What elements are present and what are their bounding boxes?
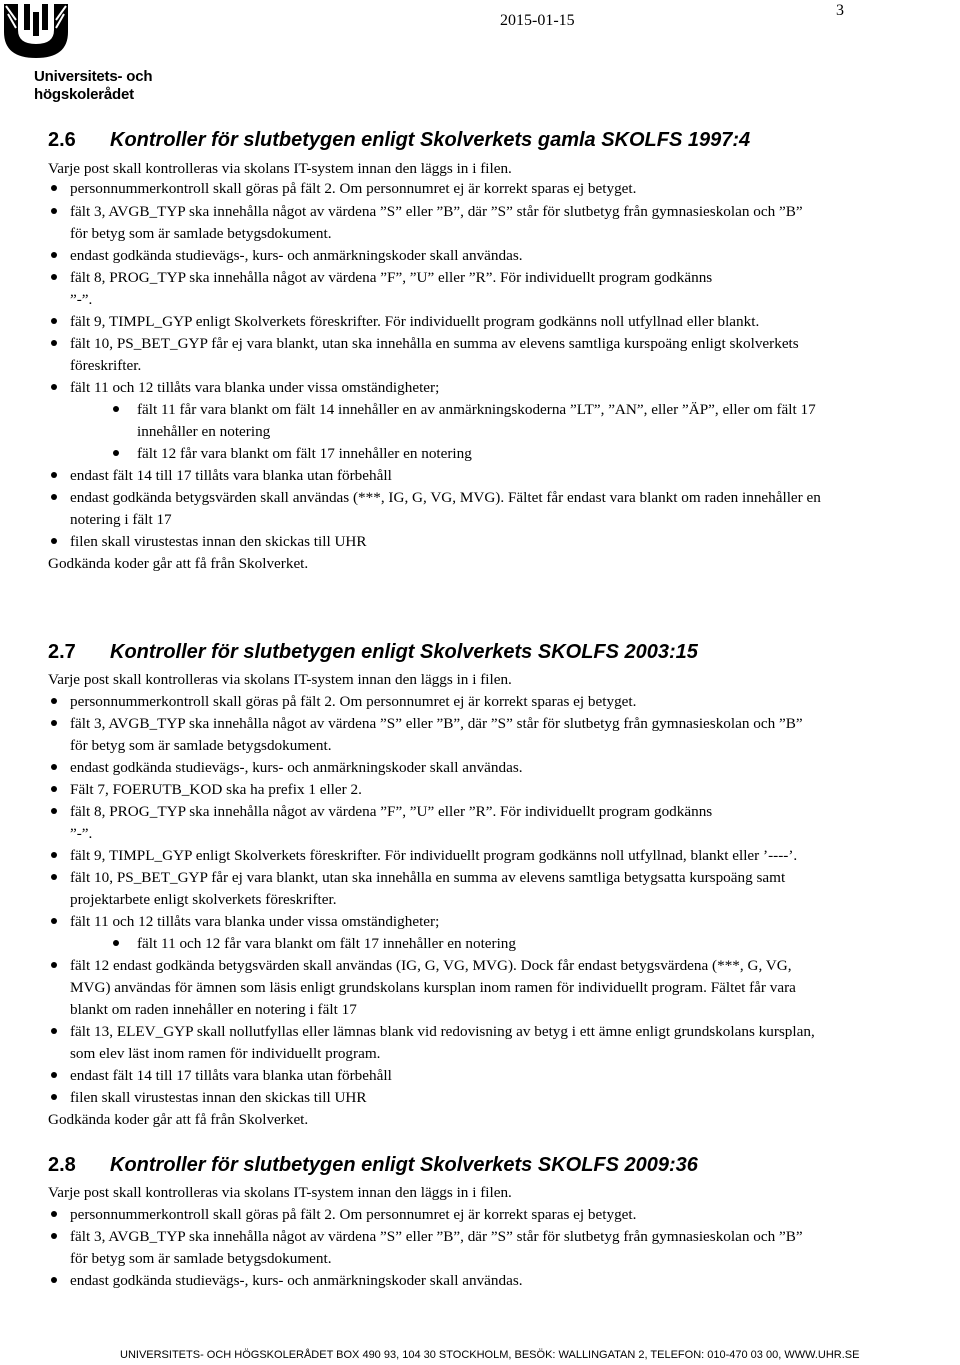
list-item-cont: blankt om raden innehåller en notering i fält 17 [70,1001,357,1018]
list-item-cont: föreskrifter. [70,357,142,374]
list-item: personnummerkontroll skall göras på fält 2. Om personnumret ej är korrekt sparas ej betyget. [70,180,637,197]
bullet-icon [51,1277,57,1283]
bullet-icon [51,962,57,968]
sub-list-item: fält 12 får vara blankt om fält 17 innehåller en notering [137,445,472,462]
bullet-icon [51,494,57,500]
bullet-icon [51,384,57,390]
bullet-icon [51,274,57,280]
list-item: endast fält 14 till 17 tillåts vara blanka utan förbehåll [70,467,392,484]
list-item: Fält 7, FOERUTB_KOD ska ha prefix 1 eller 2. [70,781,362,798]
bullet-icon [51,852,57,858]
list-item: fält 8, PROG_TYP ska innehålla något av värdena ”F”, ”U” eller ”R”. För individuellt program godkänns [70,803,713,820]
list-item: filen skall virustestas innan den skickas till UHR [70,533,367,550]
section-title: Kontroller för slutbetygen enligt Skolverkets gamla SKOLFS 1997:4 [110,129,751,151]
list-item-cont: MVG) användas för ämnen som läsis enligt grundskolans kursplan inom ramen för individuellt program. Fältet får vara [70,979,796,996]
list-item-cont: som elev läst inom ramen för individuellt program. [70,1045,381,1062]
bullet-icon [51,1028,57,1034]
bullet-icon [113,450,119,456]
list-item-cont: ”-”. [70,825,93,842]
bullet-icon [113,406,119,412]
bullet-icon [51,720,57,726]
bullet-icon [51,1094,57,1100]
list-item: endast fält 14 till 17 tillåts vara blanka utan förbehåll [70,1067,392,1084]
list-item: fält 10, PS_BET_GYP får ej vara blankt, utan ska innehålla en summa av elevens samtliga betygsatta kurspoäng samt [70,869,786,886]
section-number: 2.8 [48,1154,76,1176]
list-item: fält 12 endast godkända betygsvärden skall användas (IG, G, VG, MVG). Dock får endast betygsvärdena (***, G, VG, [70,957,792,974]
bullet-icon [113,940,119,946]
bullet-icon [51,1072,57,1078]
bullet-icon [51,472,57,478]
list-item-cont: för betyg som är samlade betygsdokument. [70,1250,332,1267]
bullet-icon [51,340,57,346]
list-item: personnummerkontroll skall göras på fält 2. Om personnumret ej är korrekt sparas ej betyget. [70,693,637,710]
footer-address: UNIVERSITETS- OCH HÖGSKOLERÅDET BOX 490 93, 104 30 STOCKHOLM, BESÖK: WALLINGATAN 2, TELEFON: 010-470 03 00, WWW.UHR.SE [120,1349,860,1361]
intro-text: Varje post skall kontrolleras via skolans IT-system innan den läggs in i filen. [48,1184,512,1201]
list-item: fält 3, AVGB_TYP ska innehålla något av värdena ”S” eller ”B”, där ”S” står för slutbetyg från gymnasieskolan och ”B” [70,715,803,732]
outro-text: Godkända koder går att få från Skolverket. [48,555,309,572]
section-heading [48,128,750,152]
list-item: fält 9, TIMPL_GYP enligt Skolverkets föreskrifter. För individuellt program godkänns noll utfyllnad eller blankt. [70,313,760,330]
section-title: Kontroller för slutbetygen enligt Skolverkets SKOLFS 2003:15 [110,641,698,663]
list-item: fält 11 och 12 tillåts vara blanka under vissa omständigheter; [70,913,440,930]
bullet-icon [51,786,57,792]
page-number: 3 [836,2,844,19]
list-item: endast godkända betygsvärden skall användas (***, IG, G, VG, MVG). Fältet får endast vara blankt om raden innehåller en [70,489,821,506]
bullet-icon [51,1211,57,1217]
list-item: fält 8, PROG_TYP ska innehålla något av värdena ”F”, ”U” eller ”R”. För individuellt program godkänns [70,269,713,286]
bullet-icon [51,874,57,880]
uhr-logo-mark-icon [0,0,72,66]
list-item: fält 3, AVGB_TYP ska innehålla något av värdena ”S” eller ”B”, där ”S” står för slutbetyg från gymnasieskolan och ”B” [70,203,803,220]
bullet-icon [51,252,57,258]
list-item-cont: ”-”. [70,291,93,308]
sub-list-item: fält 11 får vara blankt om fält 14 innehåller en av anmärkningskoderna ”LT”, ”AN”, eller ”ÄP”, eller om fält 17 [137,401,816,418]
document-date: 2015-01-15 [500,12,575,29]
list-item: fält 11 och 12 tillåts vara blanka under vissa omständigheter; [70,379,440,396]
list-item: fält 9, TIMPL_GYP enligt Skolverkets föreskrifter. För individuellt program godkänns noll utfyllnad, blankt eller ’----’. [70,847,798,864]
bullet-icon [51,538,57,544]
list-item-cont: för betyg som är samlade betygsdokument. [70,225,332,242]
logo-text-line2: högskolerådet [34,86,134,103]
logo-text-line1: Universitets- och [34,68,153,85]
intro-text: Varje post skall kontrolleras via skolans IT-system innan den läggs in i filen. [48,671,512,688]
bullet-icon [51,1233,57,1239]
bullet-icon [51,698,57,704]
section-number: 2.7 [48,641,76,663]
list-item: personnummerkontroll skall göras på fält 2. Om personnumret ej är korrekt sparas ej betyget. [70,1206,637,1223]
list-item-cont: för betyg som är samlade betygsdokument. [70,737,332,754]
list-item-cont: projektarbete enligt skolverkets föreskrifter. [70,891,337,908]
list-item-cont: notering i fält 17 [70,511,172,528]
bullet-icon [51,764,57,770]
outro-text: Godkända koder går att få från Skolverket. [48,1111,309,1128]
list-item: endast godkända studievägs-, kurs- och anmärkningskoder skall användas. [70,759,523,776]
section-title: Kontroller för slutbetygen enligt Skolverkets SKOLFS 2009:36 [110,1154,698,1176]
bullet-icon [51,185,57,191]
bullet-icon [51,918,57,924]
uhr-logo [0,0,180,110]
list-item: fält 3, AVGB_TYP ska innehålla något av värdena ”S” eller ”B”, där ”S” står för slutbetyg från gymnasieskolan och ”B” [70,1228,803,1245]
sub-list-item-cont: innehåller en notering [137,423,271,440]
bullet-icon [51,318,57,324]
intro-text: Varje post skall kontrolleras via skolans IT-system innan den läggs in i filen. [48,160,512,177]
list-item: fält 10, PS_BET_GYP får ej vara blankt, utan ska innehålla en summa av elevens samtliga kurspoäng enligt skolverkets [70,335,799,352]
list-item: endast godkända studievägs-, kurs- och anmärkningskoder skall användas. [70,1272,523,1289]
list-item: fält 13, ELEV_GYP skall nollutfyllas eller lämnas blank vid redovisning av betyg i ett ämne enligt grundskolans kursplan, [70,1023,815,1040]
list-item: filen skall virustestas innan den skickas till UHR [70,1089,367,1106]
bullet-icon [51,208,57,214]
section-number: 2.6 [48,129,76,151]
section-heading [48,1153,698,1177]
sub-list-item: fält 11 och 12 får vara blankt om fält 17 innehåller en notering [137,935,516,952]
section-heading [48,640,698,664]
list-item: endast godkända studievägs-, kurs- och anmärkningskoder skall användas. [70,247,523,264]
bullet-icon [51,808,57,814]
